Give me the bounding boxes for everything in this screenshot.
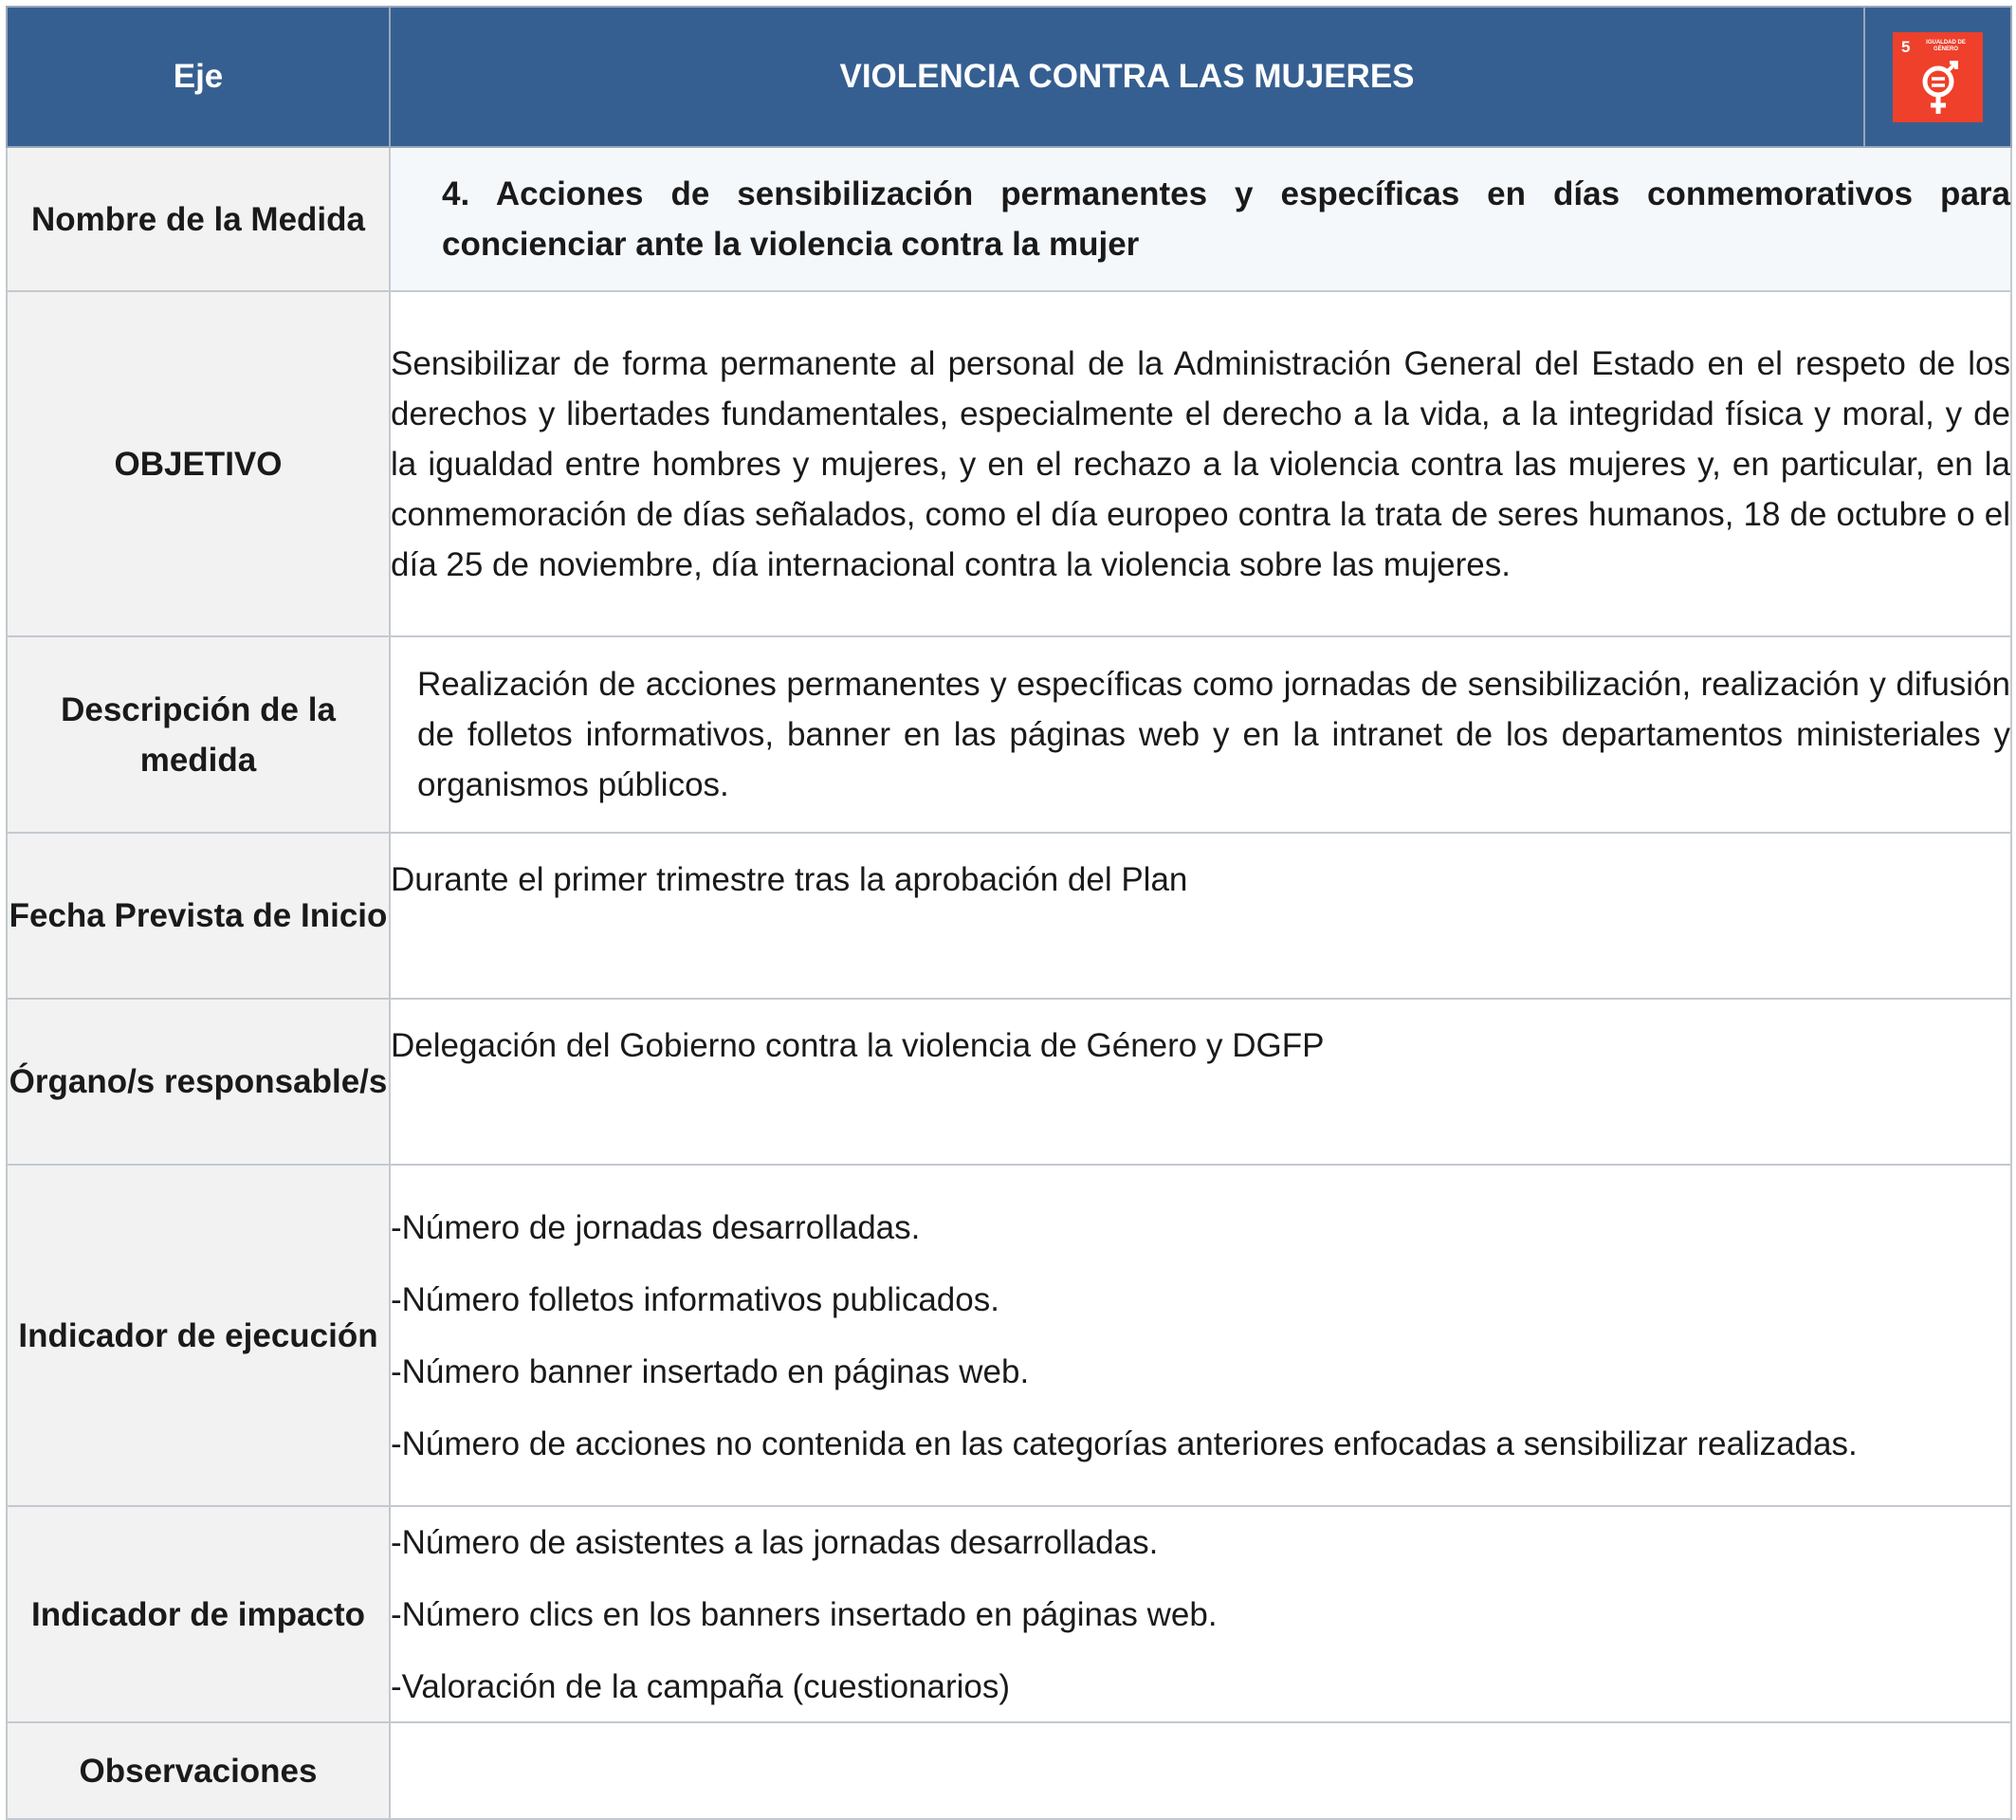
row-ejecucion xyxy=(7,1165,2011,1506)
row-impacto xyxy=(7,1506,2011,1722)
fecha-value: Durante el primer trimestre tras la aprobación del Plan xyxy=(390,833,2011,999)
row-nombre xyxy=(7,147,2011,291)
objetivo-label: OBJETIVO xyxy=(7,291,390,636)
observaciones-value xyxy=(390,1722,2011,1819)
descripcion-label: Descripción de la medida xyxy=(7,636,390,833)
measure-sheet xyxy=(6,6,2010,1820)
impacto-item: -Número de asistentes a las jornadas desarrolladas. xyxy=(391,1523,1159,1561)
impacto-item: -Valoración de la campaña (cuestionarios) xyxy=(391,1667,1011,1705)
objetivo-value: Sensibilizar de forma permanente al personal de la Administración General del Estado en el respeto de los derechos y libertades fundamentales, especialmente el derecho a la vida, a la integridad física y moral, y de la igualdad entre hombres y mujeres, y en el rechazo a la violencia contra las mujeres y, en particular, en la conmemoración de días señalados, como el día europeo contra la trata de seres humanos, 18 de octubre o el día 25 de noviembre, día internacional contra la violencia sobre las mujeres. xyxy=(390,291,2011,636)
sdg-badge xyxy=(1893,32,1983,122)
eje-label: Eje xyxy=(7,7,390,147)
organo-label: Órgano/s responsable/s xyxy=(7,999,390,1165)
ejecucion-item: -Número folletos informativos publicados. xyxy=(391,1280,999,1318)
header-row xyxy=(7,7,2011,147)
gender-equality-icon xyxy=(1917,61,1959,118)
sdg-number: 5 xyxy=(1901,37,1911,56)
sdg-label: IGUALDAD DE GÉNERO xyxy=(1926,39,1966,52)
ejecucion-item: -Número banner insertado en páginas web. xyxy=(391,1352,1030,1390)
row-organo xyxy=(7,999,2011,1165)
row-descripcion xyxy=(7,636,2011,833)
impacto-item: -Número clics en los banners insertado en páginas web. xyxy=(391,1595,1218,1633)
ejecucion-list xyxy=(390,1165,2011,1506)
ejecucion-item: -Número de jornadas desarrolladas. xyxy=(391,1208,921,1246)
sdg-badge-cell xyxy=(1864,7,2011,147)
row-fecha xyxy=(7,833,2011,999)
nombre-label: Nombre de la Medida xyxy=(7,147,390,291)
axis-title: VIOLENCIA CONTRA LAS MUJERES xyxy=(390,7,1864,147)
observaciones-label: Observaciones xyxy=(7,1722,390,1819)
nombre-value: 4. Acciones de sensibilización permanentes y específicas en días conmemorativos para concienciar ante la violencia contra la mujer xyxy=(390,147,2011,291)
fecha-label: Fecha Prevista de Inicio xyxy=(7,833,390,999)
row-observaciones xyxy=(7,1722,2011,1819)
measure-table xyxy=(6,6,2012,1820)
impacto-label: Indicador de impacto xyxy=(7,1506,390,1722)
ejecucion-label: Indicador de ejecución xyxy=(7,1165,390,1506)
row-objetivo xyxy=(7,291,2011,636)
descripcion-value: Realización de acciones permanentes y específicas como jornadas de sensibilización, realización y difusión de folletos informativos, banner en las páginas web y en la intranet de los departamentos ministeriales y organismos públicos. xyxy=(390,636,2011,833)
impacto-list xyxy=(390,1506,2011,1722)
ejecucion-item: -Número de acciones no contenida en las categorías anteriores enfocadas a sensibilizar realizadas. xyxy=(391,1425,1858,1462)
organo-value: Delegación del Gobierno contra la violencia de Género y DGFP xyxy=(390,999,2011,1165)
